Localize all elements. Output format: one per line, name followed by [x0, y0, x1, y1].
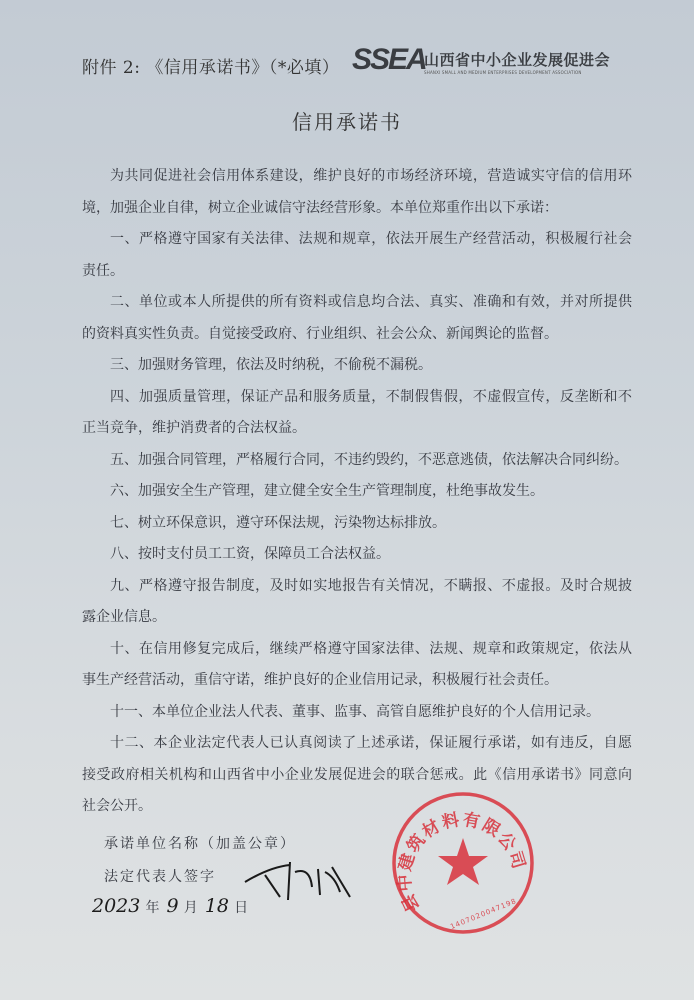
date-day: 18 [204, 895, 230, 917]
commitment-paragraph [82, 287, 632, 350]
document-title: 信用承诺书 [292, 110, 402, 134]
paragraph-line: 的资料真实性负责。自觉接受政府、行业组织、社会公众、新闻舆论的监督。 [82, 325, 558, 342]
date-month-unit: 月 [183, 900, 200, 916]
association-logo [352, 43, 611, 83]
ssea-logo-mark: SSEA [352, 43, 426, 76]
paragraph-line: 社会公开。 [82, 798, 152, 814]
representative-signature-label: 法定代表人签字 [104, 869, 216, 885]
commitment-paragraph [82, 161, 632, 224]
date-year-unit: 年 [145, 900, 162, 916]
paragraph-line: 十一、本单位企业法人代表、董事、监事、高管自愿维护良好的个人信用记录。 [110, 703, 600, 720]
paragraph-line: 三、加强财务管理，依法及时纳税，不偷税不漏税。 [110, 357, 432, 373]
paragraph-line: 二、单位或本人所提供的所有资料或信息均合法、真实、准确和有效，并对所提供 [110, 294, 632, 310]
paragraph-line: 六、加强安全生产管理，建立健全安全生产管理制度，杜绝事故发生。 [110, 483, 544, 499]
paragraph-line: 五、加强合同管理，严格履行合同，不违约毁约，不恶意逃债，依法解决合同纠纷。 [110, 451, 628, 468]
attachment-label: 附件 2: 《信用承诺书》（*必填） [82, 58, 340, 78]
commitment-paragraph [82, 224, 632, 287]
commitment-paragraph [82, 634, 632, 697]
date-month: 9 [166, 895, 179, 917]
handwritten-signature [240, 852, 360, 902]
commitment-paragraph [82, 445, 632, 477]
paragraph-line: 露企业信息。 [82, 609, 166, 625]
signing-date [92, 895, 250, 917]
paragraph-line: 九、严格遵守报告制度，及时如实地报告有关情况，不瞒报、不虚报。及时合规披 [110, 577, 632, 594]
paragraph-line: 事生产经营活动，重信守诺，维护良好的企业信用记录，积极履行社会责任。 [82, 672, 558, 688]
seal-number: 1407020047198 [449, 897, 518, 931]
date-day-unit: 日 [234, 900, 251, 916]
paragraph-line: 十、在信用修复完成后，继续严格遵守国家法律、法规、规章和政策规定，依法从 [110, 640, 632, 657]
company-seal [390, 790, 536, 936]
paragraph-line: 十二、本企业法定代表人已认真阅读了上述承诺，保证履行承诺，如有违反，自愿 [110, 735, 632, 751]
document-body [82, 161, 632, 823]
commitment-paragraph [82, 697, 632, 729]
paragraph-line: 接受政府相关机构和山西省中小企业发展促进会的联合惩戒。此《信用承诺书》同意向 [82, 766, 632, 783]
paragraph-line: 为共同促进社会信用体系建设，维护良好的市场经济环境，营造诚实守信的信用环 [110, 168, 632, 184]
paragraph-line: 一、严格遵守国家有关法律、法规和规章，依法开展生产经营活动，积极履行社会 [110, 231, 632, 247]
commitment-paragraph [82, 539, 632, 571]
commitment-paragraph [82, 350, 632, 382]
unit-name-label: 承诺单位名称（加盖公章） [104, 836, 296, 852]
paragraph-line: 八、按时支付员工工资，保障员工合法权益。 [110, 546, 390, 562]
association-english-name: SHANXI SMALL AND MEDIUM ENTERPRISES DEVELOPMENT ASSOCIATION [424, 70, 582, 75]
date-year: 2023 [92, 895, 141, 917]
seal-company-name: 县中建筑材料有限公司 [394, 809, 530, 915]
association-name: 山西省中小企业发展促进会 [424, 51, 611, 69]
commitment-paragraph [82, 476, 632, 508]
commitment-paragraph [82, 571, 632, 634]
seal-star-icon [438, 838, 488, 885]
commitment-paragraph [82, 382, 632, 445]
commitment-paragraph [82, 728, 632, 823]
paragraph-line: 正当竞争，维护消费者的合法权益。 [82, 420, 306, 436]
paragraph-line: 七、树立环保意识，遵守环保法规，污染物达标排放。 [110, 514, 446, 531]
commitment-paragraph [82, 508, 632, 540]
paragraph-line: 境，加强企业自律，树立企业诚信守法经营形象。本单位郑重作出以下承诺： [82, 199, 558, 216]
paragraph-line: 四、加强质量管理，保证产品和服务质量，不制假售假，不虚假宣传，反垄断和不 [110, 388, 632, 405]
paragraph-line: 责任。 [82, 262, 124, 279]
